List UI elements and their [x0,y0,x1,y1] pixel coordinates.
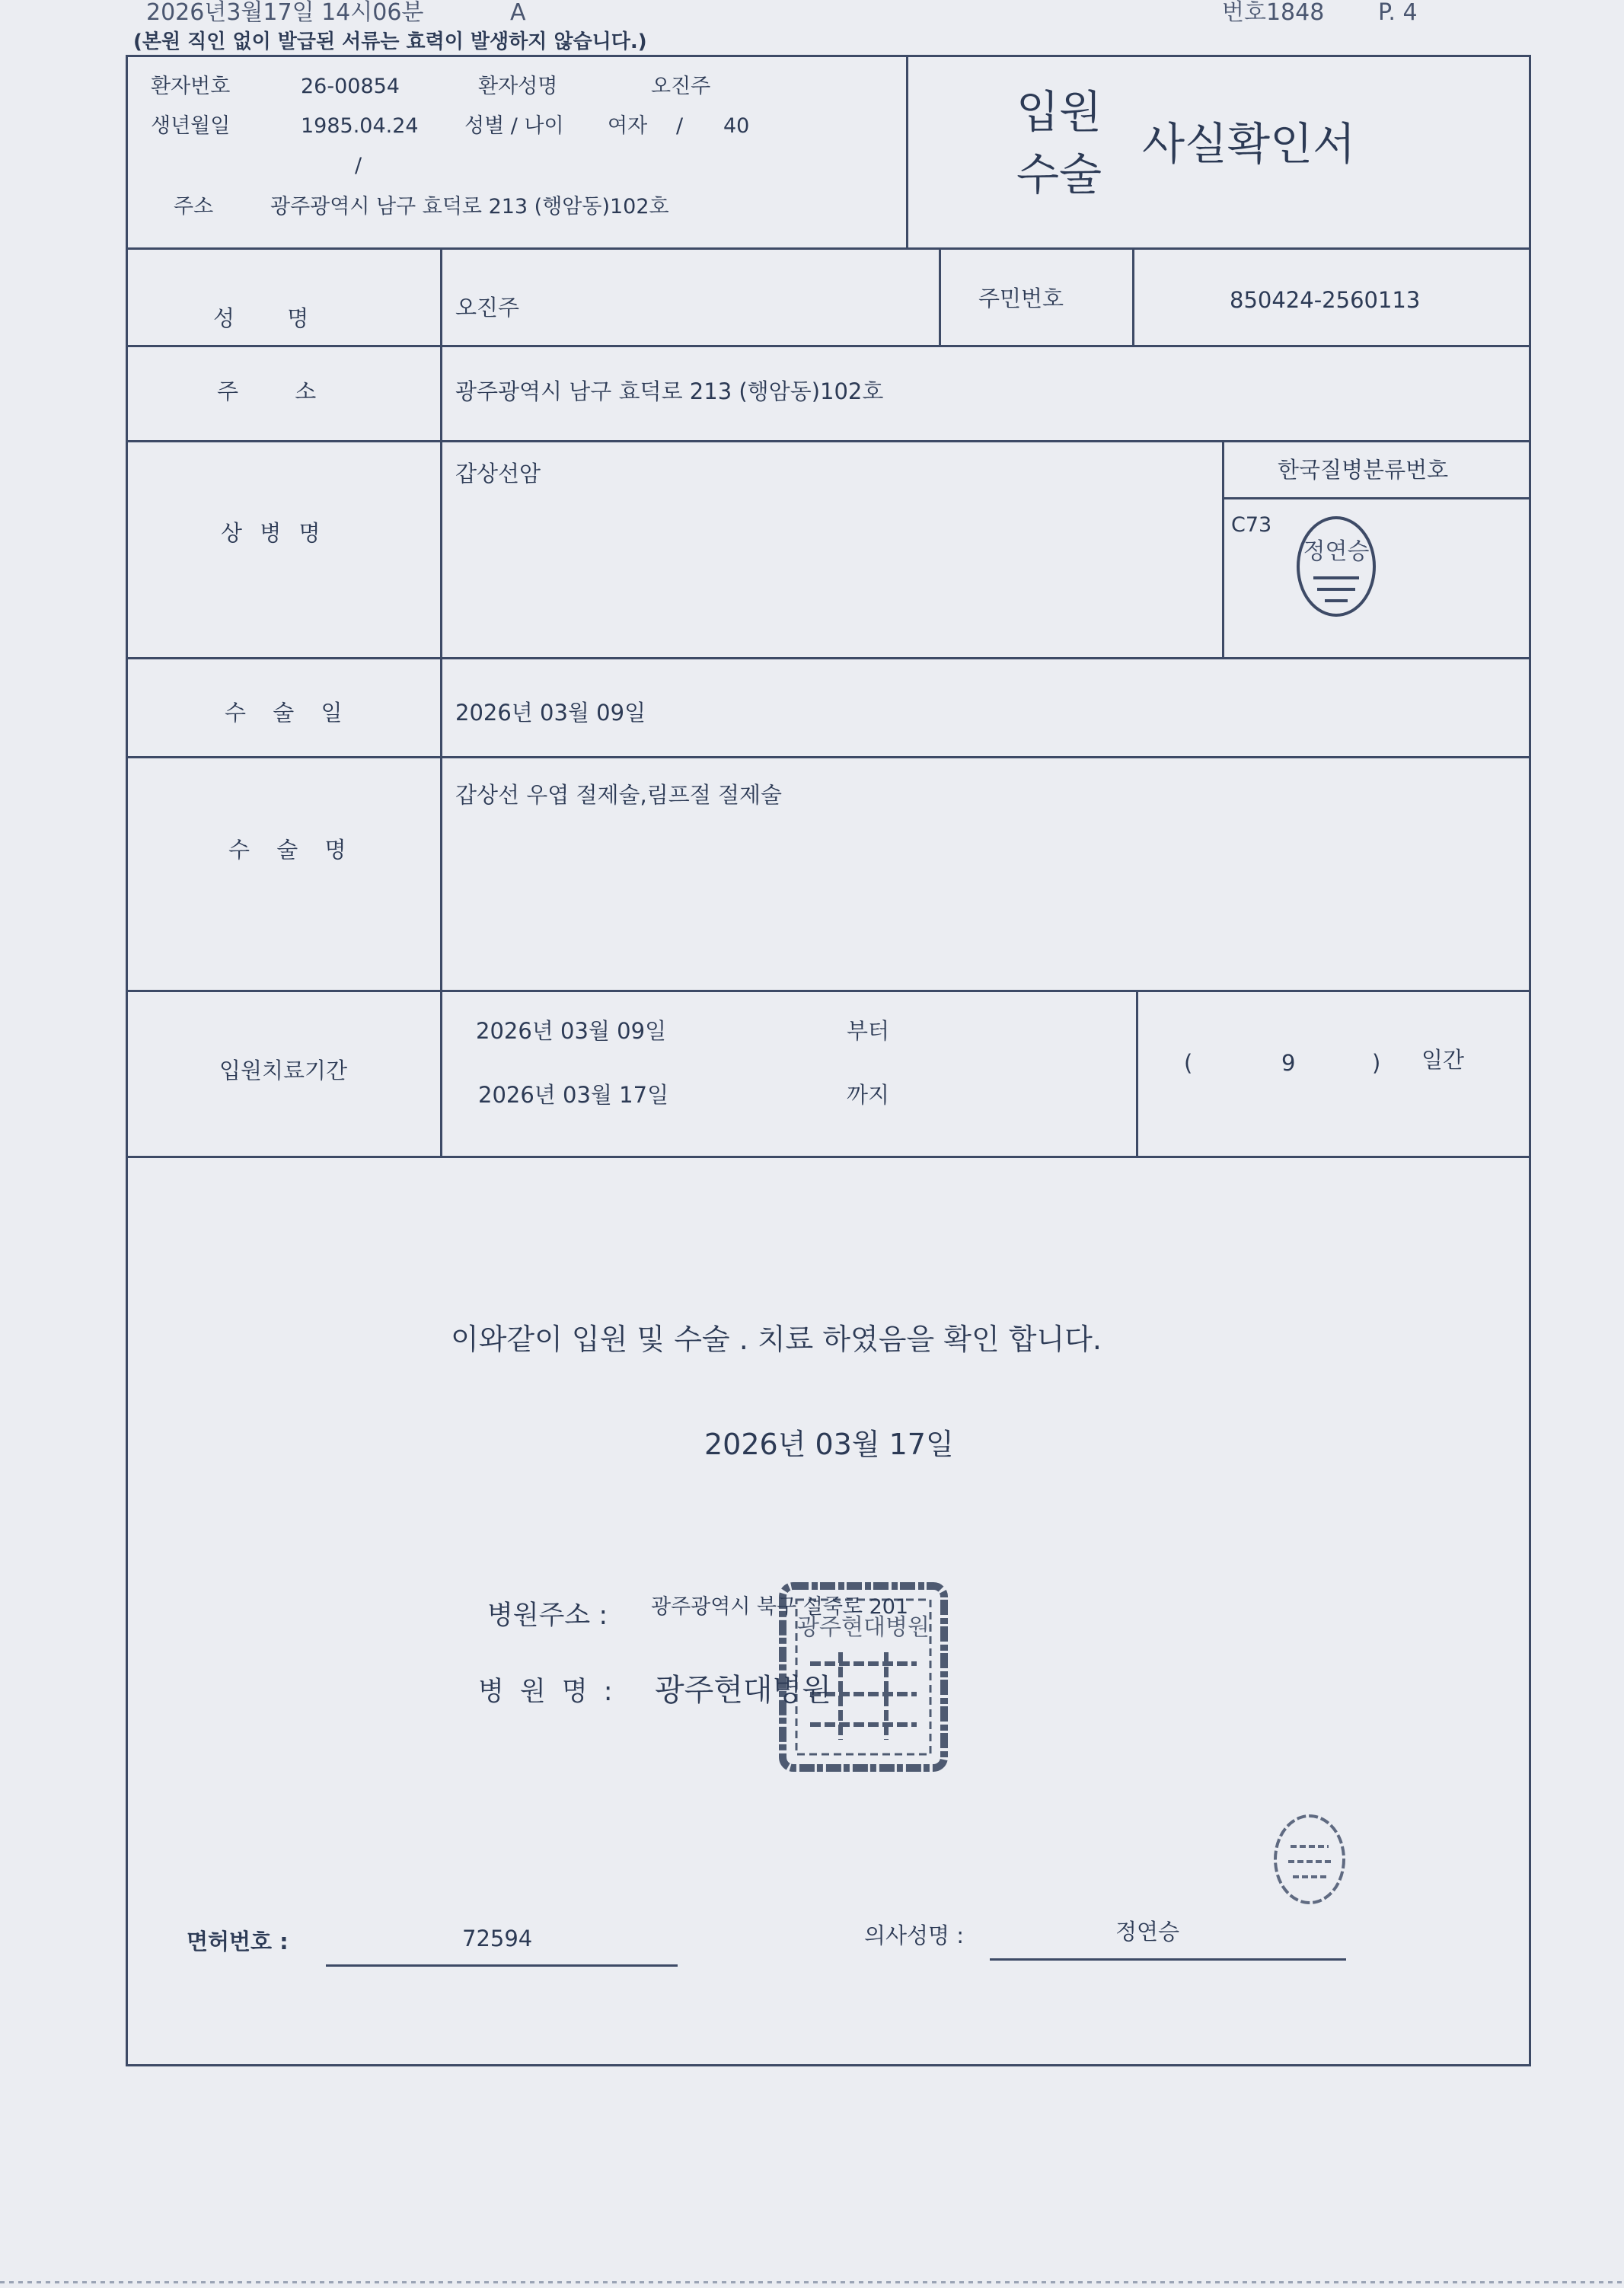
doctor-seal-small-text: 정연승 [1303,538,1370,565]
title-line2: 수술 [1016,148,1102,200]
address-value: 광주광역시 남구 효덕로 213 (행암동)102호 [455,378,884,404]
license-label: 면허번호 : [187,1929,289,1955]
days-value: 9 [1281,1050,1296,1076]
doctor-underline [990,1958,1346,1961]
days-open: ( [1184,1050,1193,1076]
license-underline [326,1964,678,1967]
hospital-stamp-text: 광주현대병원 [797,1614,930,1641]
period-from: 2026년 03월 09일 [476,1018,667,1044]
title-line1: 입원 [1016,86,1102,138]
name-value: 오진주 [455,295,520,321]
surgery-name-value: 갑상선 우엽 절제술,림프절 절제술 [455,782,783,808]
confirm-statement: 이와같이 입원 및 수술 . 치료 하였음을 확인 합니다. [451,1323,1102,1356]
slash-2: / [355,154,362,177]
hospital-address: 광주광역시 북구 설죽로 201 [651,1595,909,1619]
days-unit: 일간 [1421,1047,1465,1073]
disease-value: 갑상선암 [455,461,541,487]
address-label: 주 소 [217,378,317,404]
header-address: 광주광역시 남구 효덕로 213 (행암동)102호 [270,195,669,219]
hospital-address-label: 병원주소 : [487,1600,608,1631]
name-label: 성 명 [213,305,309,331]
patient-name-label: 환자성명 [478,75,558,98]
kcd-value: C73 [1231,513,1272,537]
patient-name: 오진주 [651,75,711,98]
doctor-label: 의사성명 : [864,1923,965,1948]
surgery-name-label: 수 술 명 [228,837,346,863]
fax-timestamp: 2026년3월17일 14시06분 [146,0,424,26]
period-label: 입원치료기간 [219,1058,348,1083]
surgery-date-label: 수 술 일 [225,700,343,726]
hospital-name-label: 병 원 명 : [478,1677,613,1707]
rrn-value: 850424-2560113 [1230,287,1421,313]
patient-no: 26-00854 [301,75,400,98]
kcd-label: 한국질병분류번호 [1278,457,1449,483]
sex-age-label: 성별 / 나이 [464,114,564,138]
slash: / [676,114,684,138]
days-close: ) [1372,1050,1381,1076]
fax-mark: A [510,0,526,26]
rrn-label: 주민번호 [978,286,1064,311]
fax-page: P. 4 [1378,0,1418,26]
doctor-name: 정연승 [1115,1919,1180,1945]
patient-no-label: 환자번호 [151,75,231,98]
disease-label: 상 병 명 [221,520,321,546]
issue-notice: (본원 직인 없이 발급된 서류는 효력이 발생하지 않습니다.) [133,30,647,53]
surgery-date-value: 2026년 03월 09일 [455,700,646,726]
sex: 여자 [608,114,648,138]
page-edge-dots [0,2281,1624,2283]
hospital-name: 광주현대병원 [655,1673,831,1708]
fax-number: 번호1848 [1222,0,1325,26]
doctor-seal [1271,1812,1348,1907]
header-address-label: 주소 [174,195,214,219]
confirm-date: 2026년 03월 17일 [704,1428,954,1461]
hospital-stamp [777,1580,950,1774]
page-title: 사실확인서 [1142,118,1356,170]
age: 40 [723,114,750,138]
doctor-seal-small [1294,513,1378,620]
period-to: 2026년 03월 17일 [478,1082,669,1108]
from-word: 부터 [847,1018,890,1044]
to-word: 까지 [847,1082,890,1108]
license-value: 72594 [462,1926,533,1951]
dob-label: 생년월일 [151,114,231,138]
dob: 1985.04.24 [301,114,419,138]
